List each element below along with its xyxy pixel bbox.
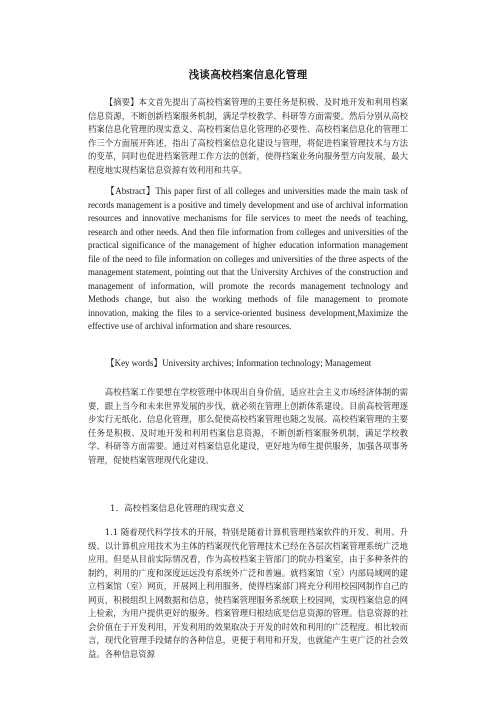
intro-paragraph: 高校档案工作要想在学校管理中体现出自身价值，适应社会主义市场经济体制的需要，跟上当今和未来世界发展的步伐，就必须在管理上创新体系建设。目前高校管理逐步实行无纸化、信息化管理，那么促使高校档案管理也随之发展。高校档案管理的主要任务是积极、及时地开发和利用档案信息资源，不断创新档案服务机制，满足学校教学、科研等方面需要。通过对档案信息化建设，更好地为师生提供服务，加强各项事务管理，促使档案管理现代化建设。 bbox=[88, 387, 408, 465]
abstract-cn bbox=[88, 96, 408, 177]
section-heading: 1．高校档案信息化管理的现实意义 bbox=[110, 504, 245, 514]
abstract-en bbox=[88, 185, 408, 334]
keywords-text: University archives; Information technology; Management bbox=[162, 358, 372, 368]
keywords bbox=[88, 357, 408, 371]
page-title: 浅谈高校档案信息化管理 bbox=[188, 69, 308, 81]
abstract-en-text: This paper first of all colleges and universities made the main task of records management is a positive and timely development and use of archival information resources and innovative mechanisms for file services to meet the needs of teaching, research and other needs. And then file information from colleges and universities of the practical significance of the management of higher education information management file of the need to file information on colleges and universities of the three aspects of the management statement, pointing out that the University Archives of the construction and management of information, will promote the records management technology and Methods change, but also the working methods of file management to promote innovation, making the files to a service-oriented business development,Maximize the effective use of archival information and share resources. bbox=[88, 186, 408, 332]
abstract-cn-text: 本文首先提出了高校档案管理的主要任务是积极、及时地开发和利用档案信息资源，不断创新档案服务机制，满足学校教学、科研等方面需要。然后分别从高校档案信息化管理的现实意义、高校档案信息化管理的必要性、高校档案信息化的管理工作三个方面展开阵述，指出了高校档案信息化建设与管理，将促进档案管理技术与方法的变革，同时也促进档案管理工作方法的创新，使得档案业务向服务型方向发展，最大程度地实现档案信息资源有效利用和共享。 bbox=[88, 97, 409, 175]
keywords-label: 【Key words】 bbox=[105, 358, 163, 368]
abstract-cn-label: 【摘要】 bbox=[104, 97, 139, 107]
abstract-en-label: 【Abstract】 bbox=[105, 186, 156, 196]
section-paragraph: 1.1 随着现代科学技术的开展，特别是随着计算机管理档案软件的开发、利用、升级、以计算机应用技术为主体的档案现代化管理技术已经在各层次档案管理系统广泛地应用。但是从目前实际情况看，作为高校档案主管部门的院办档案室，由于多种条件的制约，利用的广度和深度远远没有系统外广泛和普遍。就档案馆（室）内部局域网的建立档案馆（室）网页，开展网上利用服务，使得档案部门将充分利用校园网制作自己的网页，积极组织上网数据和信息，使档案管理服务系统联上校园网，实现档案信息的网上检索，为用户提供更好的服务。档案管理归根结底是信息资源的管理。信息资源的社会价值在于开发利用，开发利用的效果取决于开发的时效和利用的广泛程度。相比较而言，现代化管理手段储存的各种信息，更便于利用和开发，也就能产生更广泛的社会效益。各种信息资源 bbox=[88, 527, 408, 659]
